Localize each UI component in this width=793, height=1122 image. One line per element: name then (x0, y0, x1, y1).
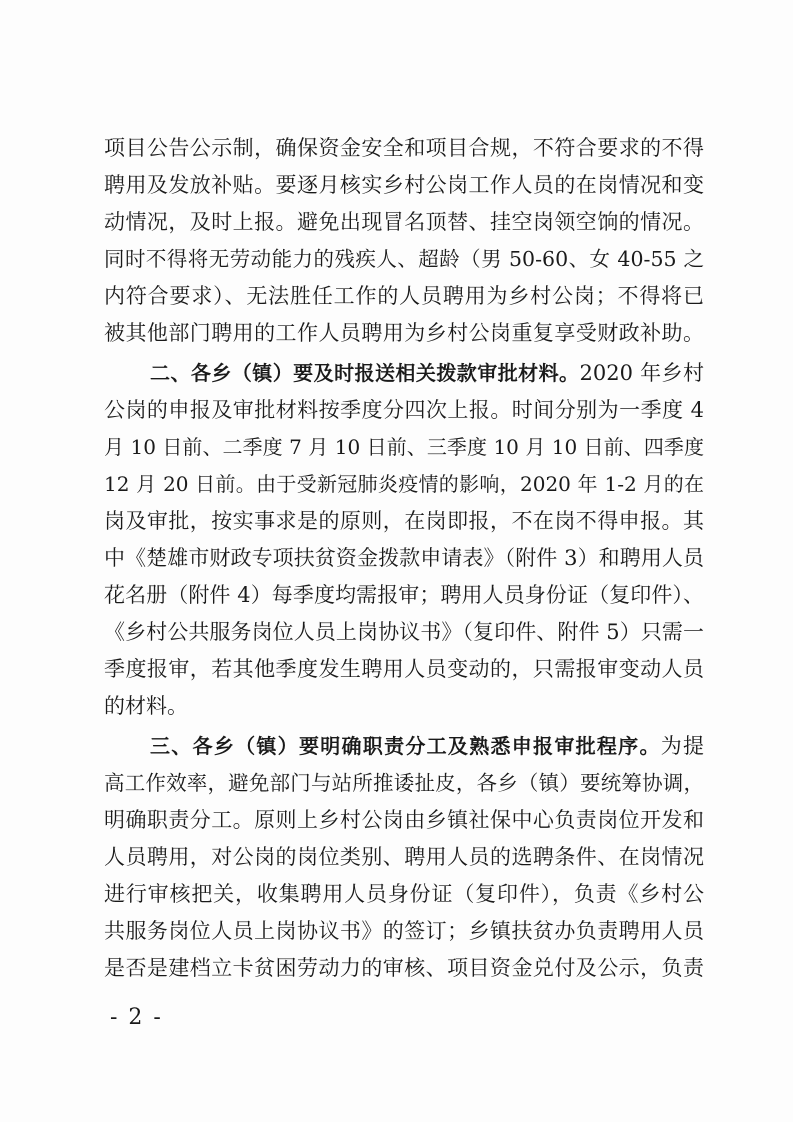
text-line: 月 10 日前、二季度 7 月 10 日前、三季度 10 月 10 日前、四季度 (104, 435, 704, 459)
section-2-first-line-rest: 2020 年乡村 (579, 361, 704, 385)
section-3-first-line (104, 728, 704, 765)
text-line: 的材料。 (104, 694, 188, 718)
text-line: 花名册（附件 4）每季度均需报审；聘用人员身份证（复印件）、 (104, 583, 704, 607)
text-line: 季度报审，若其他季度发生聘用人员变动的，只需报审变动人员 (104, 657, 704, 681)
text-line: 共服务岗位人员上岗协议书》的签订；乡镇扶贫办负责聘用人员 (104, 919, 704, 943)
paragraph-continuation (104, 130, 704, 352)
text-line: 内符合要求）、无法胜任工作的人员聘用为乡村公岗；不得将已 (104, 284, 704, 308)
section-3 (104, 728, 704, 987)
text-line: 动情况，及时上报。避免出现冒名顶替、挂空岗领空饷的情况。 (104, 210, 704, 234)
text-line: 公岗的申报及审批材料按季度分四次上报。时间分别为一季度 4 (104, 398, 704, 422)
text-line: 岗及审批，按实事求是的原则，在岗即报，不在岗不得申报。其 (104, 509, 704, 533)
text-line: 高工作效率，避免部门与站所推诿扯皮，各乡（镇）要统筹协调， (104, 771, 704, 795)
section-2-first-line (104, 355, 704, 392)
text-line: 聘用及发放补贴。要逐月核实乡村公岗工作人员的在岗情况和变 (104, 173, 704, 197)
text-line: 项目公告公示制，确保资金安全和项目合规，不符合要求的不得 (104, 136, 704, 160)
text-line: 中《楚雄市财政专项扶贫资金拨款申请表》（附件 3）和聘用人员 (104, 546, 704, 570)
section-2-heading: 二、各乡（镇）要及时报送相关拨款审批材料。 (150, 361, 580, 385)
section-3-heading: 三、各乡（镇）要明确职责分工及熟悉申报审批程序。 (150, 734, 661, 758)
text-line: 12 月 20 日前。由于受新冠肺炎疫情的影响，2020 年 1-2 月的在 (104, 472, 704, 496)
section-3-first-line-rest: 为提 (660, 734, 704, 758)
page-number: - 2 - (110, 1005, 163, 1030)
text-line: 是否是建档立卡贫困劳动力的审核、项目资金兑付及公示，负责 (104, 956, 704, 980)
section-2 (104, 355, 704, 725)
text-line: 明确职责分工。原则上乡村公岗由乡镇社保中心负责岗位开发和 (104, 808, 704, 832)
text-line: 人员聘用，对公岗的岗位类别、聘用人员的选聘条件、在岗情况 (104, 845, 704, 869)
text-line: 被其他部门聘用的工作人员聘用为乡村公岗重复享受财政补助。 (104, 321, 704, 345)
text-line: 同时不得将无劳动能力的残疾人、超龄（男 50-60、女 40-55 之 (104, 247, 704, 271)
text-line: 《乡村公共服务岗位人员上岗协议书》（复印件、附件 5）只需一 (104, 620, 704, 644)
document-body (104, 130, 704, 987)
text-line: 进行审核把关，收集聘用人员身份证（复印件），负责《乡村公 (104, 882, 704, 906)
